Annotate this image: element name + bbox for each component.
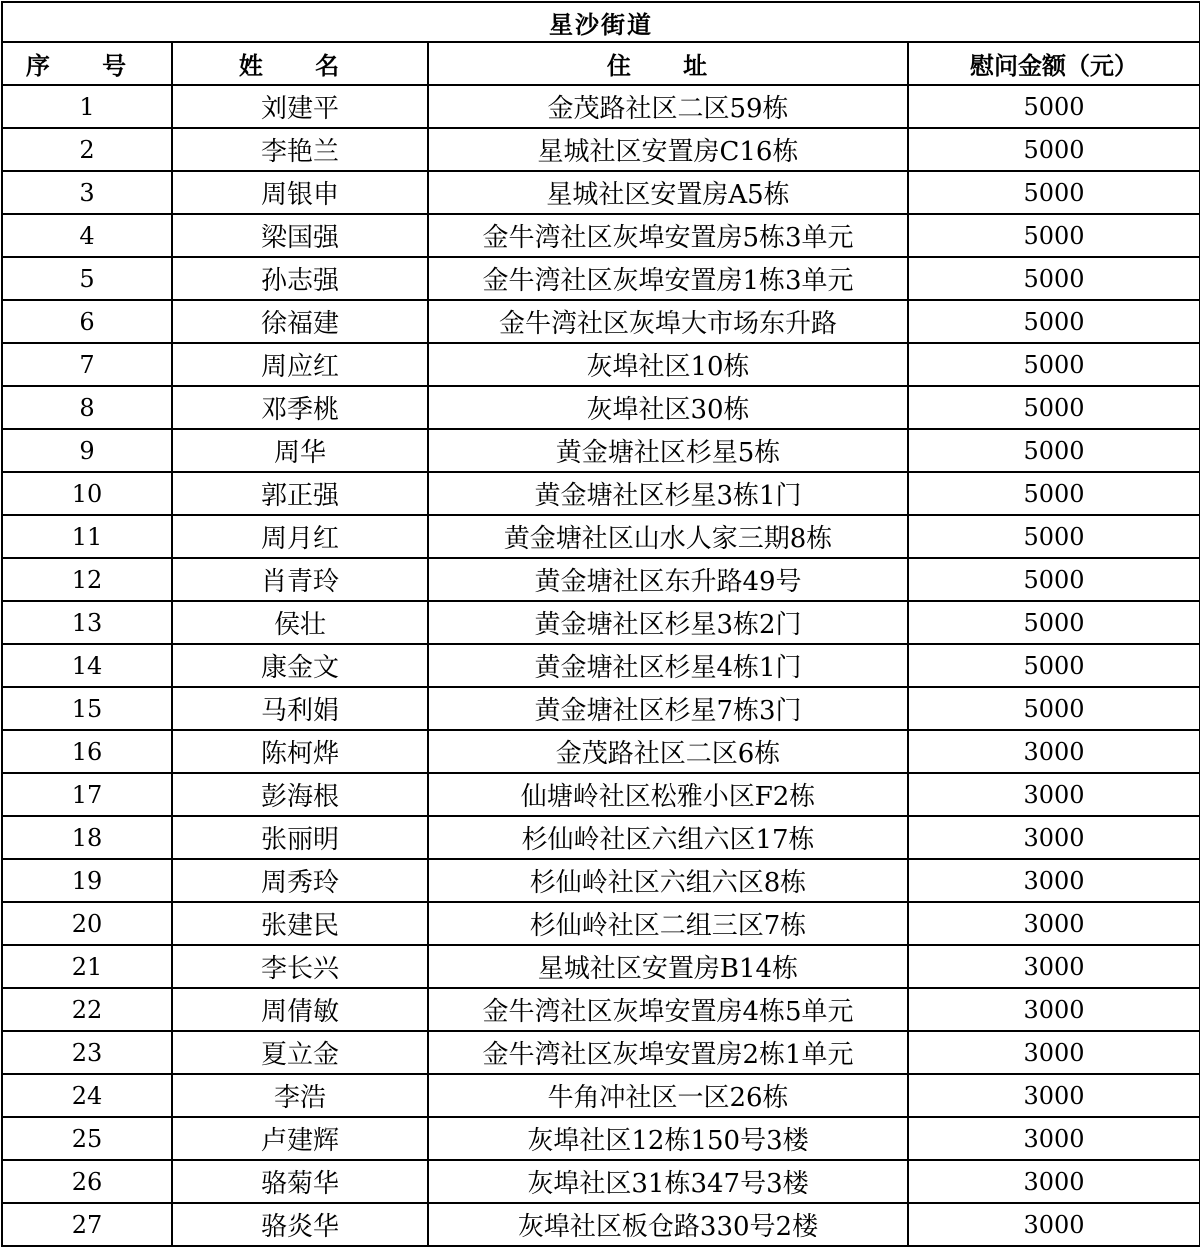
row-name-cell: 李艳兰 bbox=[172, 128, 428, 171]
row-address-cell: 灰埠社区30栋 bbox=[428, 386, 908, 429]
row-amount-cell: 3000 bbox=[908, 902, 1200, 945]
row-name-cell: 侯壮 bbox=[172, 601, 428, 644]
header-name: 姓 名 bbox=[172, 42, 428, 85]
row-amount-cell: 5000 bbox=[908, 171, 1200, 214]
row-amount-cell: 5000 bbox=[908, 300, 1200, 343]
table-row bbox=[2, 1031, 1200, 1074]
row-address-cell: 星城社区安置房A5栋 bbox=[428, 171, 908, 214]
row-index-cell: 27 bbox=[2, 1203, 172, 1246]
table-row bbox=[2, 515, 1200, 558]
table-row bbox=[2, 644, 1200, 687]
row-name-cell: 骆菊华 bbox=[172, 1160, 428, 1203]
row-amount-cell: 5000 bbox=[908, 85, 1200, 128]
table-row bbox=[2, 988, 1200, 1031]
row-address-cell: 杉仙岭社区六组六区17栋 bbox=[428, 816, 908, 859]
row-name-cell: 李长兴 bbox=[172, 945, 428, 988]
row-amount-cell: 5000 bbox=[908, 429, 1200, 472]
row-address-cell: 黄金塘社区山水人家三期8栋 bbox=[428, 515, 908, 558]
header-address: 住 址 bbox=[428, 42, 908, 85]
row-name-cell: 彭海根 bbox=[172, 773, 428, 816]
row-name-cell: 康金文 bbox=[172, 644, 428, 687]
row-index-cell: 9 bbox=[2, 429, 172, 472]
table-row bbox=[2, 472, 1200, 515]
row-amount-cell: 3000 bbox=[908, 945, 1200, 988]
row-name-cell: 骆炎华 bbox=[172, 1203, 428, 1246]
row-address-cell: 金牛湾社区灰埠安置房1栋3单元 bbox=[428, 257, 908, 300]
row-index-cell: 20 bbox=[2, 902, 172, 945]
table-title: 星沙街道 bbox=[2, 2, 1200, 42]
row-name-cell: 李浩 bbox=[172, 1074, 428, 1117]
row-amount-cell: 3000 bbox=[908, 1031, 1200, 1074]
row-amount-cell: 3000 bbox=[908, 773, 1200, 816]
row-address-cell: 灰埠社区12栋150号3楼 bbox=[428, 1117, 908, 1160]
table-body bbox=[2, 85, 1200, 1246]
table-row bbox=[2, 773, 1200, 816]
row-amount-cell: 5000 bbox=[908, 687, 1200, 730]
table-row bbox=[2, 945, 1200, 988]
row-name-cell: 孙志强 bbox=[172, 257, 428, 300]
row-index-cell: 16 bbox=[2, 730, 172, 773]
row-amount-cell: 5000 bbox=[908, 472, 1200, 515]
table-title-row bbox=[2, 2, 1200, 42]
row-index-cell: 13 bbox=[2, 601, 172, 644]
row-index-cell: 1 bbox=[2, 85, 172, 128]
row-name-cell: 张建民 bbox=[172, 902, 428, 945]
row-address-cell: 黄金塘社区杉星7栋3门 bbox=[428, 687, 908, 730]
row-address-cell: 杉仙岭社区二组三区7栋 bbox=[428, 902, 908, 945]
table-row bbox=[2, 601, 1200, 644]
row-name-cell: 周月红 bbox=[172, 515, 428, 558]
row-amount-cell: 3000 bbox=[908, 816, 1200, 859]
row-amount-cell: 5000 bbox=[908, 558, 1200, 601]
row-address-cell: 灰埠社区31栋347号3楼 bbox=[428, 1160, 908, 1203]
table-row bbox=[2, 300, 1200, 343]
table-row bbox=[2, 730, 1200, 773]
row-amount-cell: 5000 bbox=[908, 515, 1200, 558]
row-name-cell: 周银申 bbox=[172, 171, 428, 214]
row-amount-cell: 5000 bbox=[908, 128, 1200, 171]
table-row bbox=[2, 687, 1200, 730]
row-name-cell: 夏立金 bbox=[172, 1031, 428, 1074]
row-amount-cell: 5000 bbox=[908, 601, 1200, 644]
row-index-cell: 23 bbox=[2, 1031, 172, 1074]
table-row bbox=[2, 816, 1200, 859]
row-index-cell: 15 bbox=[2, 687, 172, 730]
row-amount-cell: 5000 bbox=[908, 644, 1200, 687]
table-row bbox=[2, 343, 1200, 386]
table-row bbox=[2, 85, 1200, 128]
table-row bbox=[2, 257, 1200, 300]
row-name-cell: 肖青玲 bbox=[172, 558, 428, 601]
row-index-cell: 22 bbox=[2, 988, 172, 1031]
row-address-cell: 黄金塘社区杉星5栋 bbox=[428, 429, 908, 472]
header-amount: 慰问金额（元） bbox=[908, 42, 1200, 85]
row-name-cell: 周倩敏 bbox=[172, 988, 428, 1031]
row-address-cell: 杉仙岭社区六组六区8栋 bbox=[428, 859, 908, 902]
table-row bbox=[2, 902, 1200, 945]
table-row bbox=[2, 558, 1200, 601]
row-amount-cell: 5000 bbox=[908, 257, 1200, 300]
row-address-cell: 金牛湾社区灰埠安置房5栋3单元 bbox=[428, 214, 908, 257]
row-index-cell: 6 bbox=[2, 300, 172, 343]
table-row bbox=[2, 1203, 1200, 1246]
row-name-cell: 刘建平 bbox=[172, 85, 428, 128]
row-index-cell: 24 bbox=[2, 1074, 172, 1117]
row-address-cell: 金牛湾社区灰埠大市场东升路 bbox=[428, 300, 908, 343]
row-address-cell: 金牛湾社区灰埠安置房4栋5单元 bbox=[428, 988, 908, 1031]
row-name-cell: 周秀玲 bbox=[172, 859, 428, 902]
row-name-cell: 梁国强 bbox=[172, 214, 428, 257]
row-name-cell: 徐福建 bbox=[172, 300, 428, 343]
row-name-cell: 马利娟 bbox=[172, 687, 428, 730]
table-row bbox=[2, 128, 1200, 171]
row-index-cell: 25 bbox=[2, 1117, 172, 1160]
row-amount-cell: 3000 bbox=[908, 730, 1200, 773]
row-address-cell: 金茂路社区二区59栋 bbox=[428, 85, 908, 128]
row-address-cell: 黄金塘社区东升路49号 bbox=[428, 558, 908, 601]
row-amount-cell: 5000 bbox=[908, 214, 1200, 257]
row-address-cell: 仙塘岭社区松雅小区F2栋 bbox=[428, 773, 908, 816]
row-name-cell: 卢建辉 bbox=[172, 1117, 428, 1160]
row-address-cell: 灰埠社区10栋 bbox=[428, 343, 908, 386]
row-address-cell: 黄金塘社区杉星3栋2门 bbox=[428, 601, 908, 644]
row-amount-cell: 3000 bbox=[908, 1074, 1200, 1117]
row-amount-cell: 3000 bbox=[908, 1160, 1200, 1203]
row-amount-cell: 3000 bbox=[908, 988, 1200, 1031]
row-name-cell: 邓季桃 bbox=[172, 386, 428, 429]
row-amount-cell: 3000 bbox=[908, 1203, 1200, 1246]
row-index-cell: 8 bbox=[2, 386, 172, 429]
row-index-cell: 3 bbox=[2, 171, 172, 214]
row-address-cell: 牛角冲社区一区26栋 bbox=[428, 1074, 908, 1117]
row-amount-cell: 5000 bbox=[908, 343, 1200, 386]
table-row bbox=[2, 171, 1200, 214]
row-name-cell: 周华 bbox=[172, 429, 428, 472]
row-index-cell: 10 bbox=[2, 472, 172, 515]
row-address-cell: 黄金塘社区杉星4栋1门 bbox=[428, 644, 908, 687]
row-index-cell: 21 bbox=[2, 945, 172, 988]
row-index-cell: 4 bbox=[2, 214, 172, 257]
row-index-cell: 7 bbox=[2, 343, 172, 386]
row-index-cell: 5 bbox=[2, 257, 172, 300]
row-amount-cell: 3000 bbox=[908, 1117, 1200, 1160]
condolence-table bbox=[1, 1, 1200, 1247]
row-index-cell: 26 bbox=[2, 1160, 172, 1203]
table-row bbox=[2, 1074, 1200, 1117]
row-index-cell: 19 bbox=[2, 859, 172, 902]
row-amount-cell: 3000 bbox=[908, 859, 1200, 902]
table-row bbox=[2, 214, 1200, 257]
table-row bbox=[2, 386, 1200, 429]
table-row bbox=[2, 429, 1200, 472]
row-name-cell: 周应红 bbox=[172, 343, 428, 386]
header-row bbox=[2, 42, 1200, 85]
table-row bbox=[2, 859, 1200, 902]
row-address-cell: 黄金塘社区杉星3栋1门 bbox=[428, 472, 908, 515]
row-address-cell: 金茂路社区二区6栋 bbox=[428, 730, 908, 773]
table-row bbox=[2, 1160, 1200, 1203]
row-index-cell: 14 bbox=[2, 644, 172, 687]
row-index-cell: 11 bbox=[2, 515, 172, 558]
header-index: 序 号 bbox=[2, 42, 172, 85]
row-address-cell: 金牛湾社区灰埠安置房2栋1单元 bbox=[428, 1031, 908, 1074]
row-address-cell: 星城社区安置房C16栋 bbox=[428, 128, 908, 171]
row-address-cell: 灰埠社区板仓路330号2楼 bbox=[428, 1203, 908, 1246]
row-index-cell: 17 bbox=[2, 773, 172, 816]
row-address-cell: 星城社区安置房B14栋 bbox=[428, 945, 908, 988]
table-row bbox=[2, 1117, 1200, 1160]
row-name-cell: 郭正强 bbox=[172, 472, 428, 515]
row-index-cell: 12 bbox=[2, 558, 172, 601]
row-name-cell: 张丽明 bbox=[172, 816, 428, 859]
row-amount-cell: 5000 bbox=[908, 386, 1200, 429]
row-index-cell: 18 bbox=[2, 816, 172, 859]
row-name-cell: 陈柯烨 bbox=[172, 730, 428, 773]
row-index-cell: 2 bbox=[2, 128, 172, 171]
